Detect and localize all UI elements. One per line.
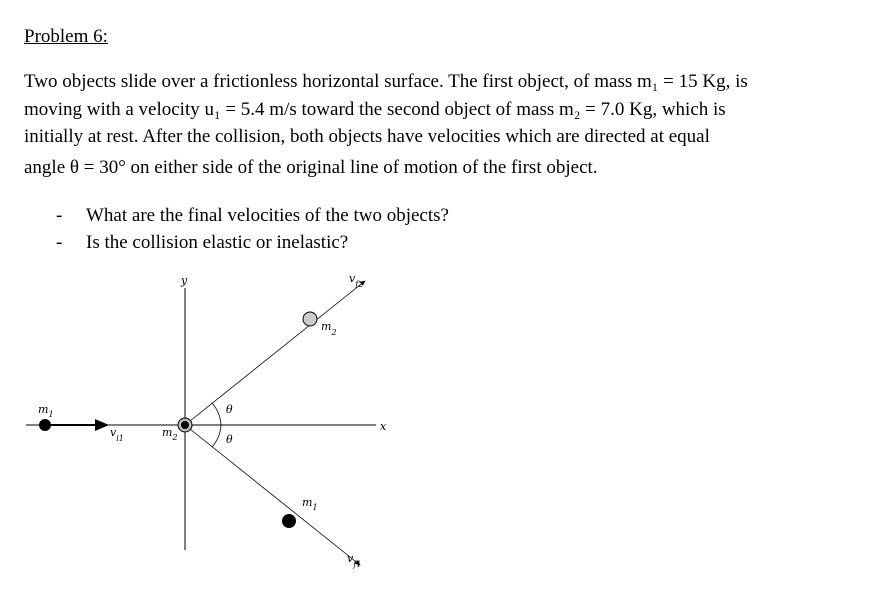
problem-statement <box>24 68 854 181</box>
x-axis-label: x <box>380 420 387 433</box>
bullet-dash: - <box>56 232 63 253</box>
statement-line-3: initially at rest. After the collision, both objects have velocities which are directed at equal <box>24 126 710 147</box>
y-axis-label: y <box>181 274 188 287</box>
m2-initial-label <box>162 426 178 442</box>
m2-initial-label-sub: 2 <box>172 433 178 442</box>
question-item <box>56 229 449 256</box>
question-item <box>56 202 449 229</box>
m2-final-label-main: m <box>321 320 332 333</box>
statement-line-1: Two objects slide over a frictionless horizontal surface. The first object, of mass m₁ = 15 Kg, is <box>24 71 748 92</box>
m1-final-label <box>302 496 318 512</box>
m2-final-label-sub: 2 <box>331 328 337 337</box>
m1-final-label-sub: 1 <box>312 503 318 512</box>
angle-arc-upper <box>212 403 221 425</box>
v-f1-label-main: v <box>347 552 354 565</box>
v-f1-label <box>347 552 361 569</box>
problem-heading: Problem 6: <box>24 26 108 47</box>
v-i1-label <box>110 426 124 443</box>
statement-line-2: moving with a velocity u₁ = 5.4 m/s toward the second object of mass m₂ = 7.0 Kg, which is <box>24 98 726 120</box>
statement-line-4: angle θ = 30° on either side of the original line of motion of the first object. <box>24 156 598 178</box>
theta-upper-label: θ <box>226 403 233 416</box>
bullet-dash: - <box>56 205 63 226</box>
angle-arc-lower <box>212 425 221 447</box>
question-text: Is the collision elastic or inelastic? <box>86 232 349 253</box>
m1-trajectory-line <box>185 425 360 565</box>
v-f1-label-sub: f1 <box>353 560 362 569</box>
v-f2-label-main: v <box>349 272 356 285</box>
v-i1-label-main: v <box>110 426 117 439</box>
theta-lower-label: θ <box>226 433 233 446</box>
m2-final-ball <box>303 312 317 326</box>
m2-final-label <box>321 320 337 337</box>
m1-initial-label-main: m <box>38 403 49 416</box>
m1-final-label-main: m <box>302 496 313 509</box>
m1-at-collision-ball <box>181 421 189 429</box>
m1-initial-ball <box>39 419 51 431</box>
v-f2-label-sub: f2 <box>355 280 364 289</box>
m1-initial-label <box>38 403 54 419</box>
question-text: What are the final velocities of the two objects? <box>86 205 449 226</box>
question-list <box>56 202 449 256</box>
v-f2-label <box>349 272 363 289</box>
v-i1-label-sub: i1 <box>116 434 124 443</box>
m1-initial-label-sub: 1 <box>48 410 54 419</box>
collision-diagram <box>0 260 420 590</box>
m2-initial-label-main: m <box>162 426 173 439</box>
m1-final-ball <box>282 514 296 528</box>
